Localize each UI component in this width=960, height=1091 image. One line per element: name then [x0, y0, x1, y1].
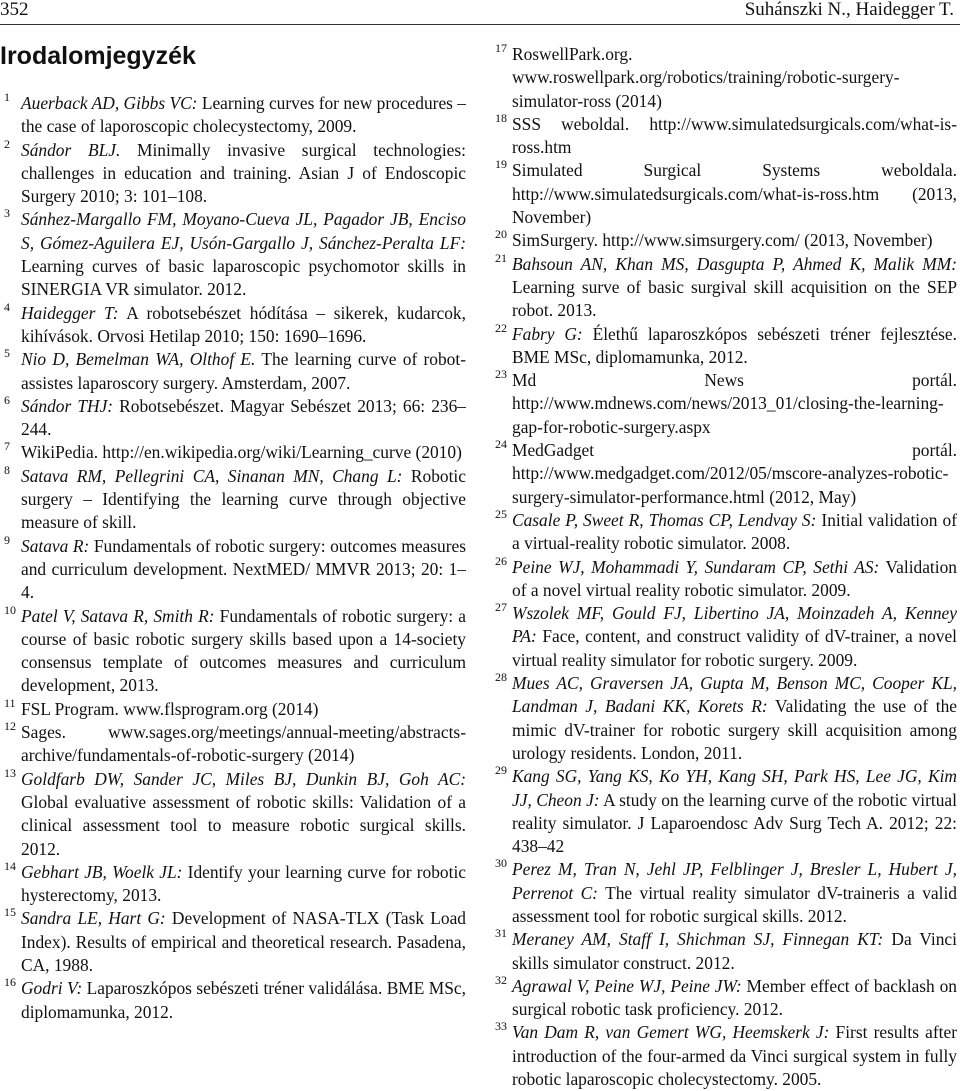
- reference-number: 15: [4, 905, 16, 920]
- reference-authors: Auerback AD, Gibbs VC:: [21, 93, 198, 113]
- running-header: [0, 0, 960, 25]
- reference-text: Fundamentals of robotic surgery: outcomes measures and curriculum development. NextMED/ MMVR 2013; 20: 1–4.: [21, 535, 466, 603]
- reference-item: [491, 320, 957, 370]
- reference-text: MedGadget portál. http://www.medgadget.com/2012/05/mscore-analyzes-robotic-surgery-simulator-performance.html (2012, May): [512, 440, 957, 507]
- reference-text: Learning curves for new procedures – the case of laporoscopic cholecystectomy, 2009.: [21, 93, 466, 137]
- reference-number: 30: [495, 856, 507, 871]
- reference-text: Development of NASA-TLX (Task Load Index). Results of empirical and theoretical research. Pasadena, CA, 1988.: [21, 908, 466, 975]
- reference-item: [0, 721, 466, 768]
- reference-text: Élethű laparoszkópos sebészeti tréner fejlesztése. BME MSc, diplomamunka, 2012.: [512, 323, 957, 367]
- reference-authors: Peine WJ, Mohammadi Y, Sundaram CP, Sethi AS:: [512, 556, 880, 577]
- reference-text: Fundamentals of robotic surgery: a course of basic robotic surgery skills based upon a 14-society consensus template of outcomes measures and curriculum development, 2013.: [21, 605, 466, 696]
- reference-text: A robotsebészet hódítása – sikerek, kudarcok, kihívások. Orvosi Hetilap 2010; 150: 1690–1696.: [21, 302, 466, 346]
- reference-item: [491, 229, 957, 252]
- reference-number: 19: [495, 157, 507, 172]
- reference-text: FSL Program. www.flsprogram.org (2014): [21, 698, 319, 719]
- reference-item: [0, 532, 466, 605]
- reference-authors: Meraney AM, Staff I, Shichman SJ, Finnegan KT:: [512, 929, 884, 950]
- reference-number: 5: [4, 346, 10, 361]
- reference-text: Md News portál. http://www.mdnews.com/news/2013_01/closing-the-learning-gap-for-robotic-surgery.aspx: [512, 370, 957, 437]
- reference-authors: Haidegger T:: [21, 302, 119, 323]
- reference-authors: Kang SG, Yang KS, Ko YH, Kang SH, Park HS, Lee JG, Kim JJ, Cheon J:: [512, 766, 957, 810]
- reference-item: [491, 765, 957, 858]
- reference-number: 28: [495, 670, 507, 685]
- reference-authors: Nio D, Bemelman WA, Olthof E.: [21, 349, 256, 370]
- reference-item: [0, 348, 466, 395]
- reference-number: 13: [4, 765, 16, 780]
- reference-number: 22: [495, 320, 507, 335]
- reference-item: [491, 110, 957, 160]
- reference-authors: Van Dam R, van Gemert WG, Heemskerk J:: [512, 1022, 830, 1043]
- reference-number: 33: [495, 1019, 507, 1034]
- reference-item: [491, 369, 957, 439]
- reference-authors: Godri V:: [21, 978, 83, 999]
- reference-number: 3: [4, 206, 10, 221]
- reference-item: [0, 602, 466, 698]
- reference-number: 8: [4, 462, 10, 477]
- reference-authors: Satava R:: [21, 535, 90, 556]
- reference-item: [0, 462, 466, 535]
- reference-item: [0, 441, 466, 464]
- reference-number: 2: [4, 136, 10, 151]
- reference-number: 26: [495, 553, 507, 568]
- reference-item: [0, 858, 466, 908]
- reference-number: 1: [4, 90, 10, 104]
- reference-item: [491, 250, 957, 323]
- reference-text: The learning curve of robot-assistes laparoscory surgery. Amsterdam, 2007.: [21, 349, 466, 393]
- reference-number: 29: [495, 763, 507, 778]
- reference-authors: Fabry G:: [512, 323, 583, 344]
- reference-authors: Patel V, Satava R, Smith R:: [21, 605, 215, 626]
- reference-number: 20: [495, 227, 507, 242]
- reference-number: 10: [4, 602, 16, 617]
- reference-number: 23: [495, 367, 507, 382]
- reference-number: 9: [4, 532, 10, 547]
- reference-item: [491, 858, 957, 928]
- reference-item: [0, 977, 466, 1024]
- reference-number: 25: [495, 506, 507, 521]
- reference-item: [491, 159, 957, 229]
- reference-text: Simulated Surgical Systems weboldala. http://www.simulatedsurgicals.com/what-is-ross.htm (2013, November): [512, 160, 957, 228]
- reference-text: Identify your learning curve for robotic hysterectomy, 2013.: [21, 861, 466, 906]
- running-title: Suhánszki N., Haidegger T.: [744, 0, 954, 20]
- reference-text: Validating the use of the mimic dV-trainer for robotic surgery skill acquisition among urology residents. London, 2011.: [512, 696, 957, 763]
- reference-item: [491, 672, 957, 765]
- reference-text: Learning curves of basic laparoscopic psychomotor skills in SINERGIA VR simulator. 2012.: [21, 256, 466, 300]
- reference-text: SimSurgery. http://www.simsurgery.com/ (2013, November): [512, 230, 933, 251]
- reference-authors: Perez M, Tran N, Jehl JP, Felblinger J, Bresler L, Hubert J, Perrenot C:: [512, 859, 957, 903]
- reference-text: A study on the learning curve of the robotic virtual reality simulator. J Laparoendosc Adv Surg Tech A. 2012; 22: 438–42: [512, 789, 957, 857]
- reference-item: [491, 43, 957, 113]
- reference-authors: Sánhez-Margallo FM, Moyano-Cueva JL, Pagador JB, Enciso S, Gómez-Aguilera EJ, Usón-Gargallo J, Sánchez-Peralta LF:: [21, 209, 466, 253]
- reference-item: [0, 392, 466, 442]
- reference-text: Initial validation of a virtual-reality robotic simulator. 2008.: [512, 509, 957, 554]
- reference-text: Face, content, and construct validity of dV-trainer, a novel virtual reality simulator for robotic surgery. 2009.: [512, 626, 957, 670]
- reference-item: [0, 136, 466, 209]
- reference-number: 14: [4, 858, 16, 873]
- reference-text: Da Vinci skills simulator construct. 2012.: [512, 929, 957, 973]
- reference-number: 6: [4, 392, 10, 407]
- reference-item: [0, 92, 466, 139]
- reference-number: 18: [495, 110, 507, 125]
- reference-text: Minimally invasive surgical technologies: challenges in education and training. Asian J of Endoscopic Surgery 2010; 3: 101–108.: [21, 139, 466, 207]
- reference-number: 24: [495, 437, 507, 452]
- reference-item: [491, 553, 957, 603]
- reference-number: 16: [4, 975, 16, 990]
- reference-authors: Bahsoun AN, Khan MS, Dasgupta P, Ahmed K, Malik MM:: [512, 253, 957, 274]
- reference-authors: Mues AC, Graversen JA, Gupta M, Benson MC, Cooper KL, Landman J, Badani KK, Korets R:: [512, 673, 957, 717]
- reference-authors: Sandra LE, Hart G:: [21, 908, 166, 929]
- reference-text: Laparoszkópos sebészeti tréner validálása. BME MSc, diplomamunka, 2012.: [21, 978, 466, 1022]
- reference-number: 17: [495, 41, 507, 55]
- reference-text: Member effect of backlash on surgical robotic task proficiency. 2012.: [512, 975, 957, 1020]
- reference-item: [491, 1021, 957, 1091]
- reference-item: [0, 299, 466, 349]
- reference-authors: Wszolek MF, Gould FJ, Libertino JA, Moinzadeh A, Kenney PA:: [512, 603, 957, 647]
- reference-authors: Gebhart JB, Woelk JL:: [21, 861, 183, 882]
- reference-text: SSS weboldal. http://www.simulatedsurgicals.com/what-is-ross.htm: [512, 113, 957, 158]
- reference-item: [0, 695, 466, 721]
- references-column-right: [491, 43, 957, 1091]
- reference-text: Global evaluative assessment of robotic skills: Validation of a clinical assessment tool to measure robotic surgical skills. 2012.: [21, 791, 466, 859]
- reference-number: 21: [495, 250, 507, 265]
- reference-item: [491, 602, 957, 672]
- reference-text: First results after introduction of the four-armed da Vinci surgical system in fully robotic laparoscopic cholecystectomy. 2005.: [512, 1022, 957, 1090]
- reference-item: [491, 439, 957, 509]
- reference-item: [491, 506, 957, 556]
- reference-number: 12: [4, 719, 16, 734]
- reference-text: RoswellPark.org. www.roswellpark.org/robotics/training/robotic-surgery-simulator-ross (2014): [512, 44, 900, 111]
- reference-text: The virtual reality simulator dV-traineris a valid assessment tool for robotic surgical skills. 2012.: [512, 882, 957, 926]
- reference-number: 27: [495, 600, 507, 615]
- reference-number: 32: [495, 972, 507, 987]
- reference-item: [491, 972, 957, 1022]
- reference-authors: Casale P, Sweet R, Thomas CP, Lendvay S:: [512, 509, 817, 530]
- reference-authors: Sándor BLJ.: [21, 139, 121, 160]
- reference-authors: Goldfarb DW, Sander JC, Miles BJ, Dunkin BJ, Goh AC:: [21, 768, 466, 789]
- references-column-left: [0, 92, 466, 1024]
- reference-authors: Sándor THJ:: [21, 395, 114, 416]
- reference-text: WikiPedia. http://en.wikipedia.org/wiki/Learning_curve (2010): [21, 442, 462, 463]
- reference-item: [0, 765, 466, 861]
- reference-number: 31: [495, 926, 507, 941]
- reference-item: [0, 907, 466, 977]
- reference-text: Robotsebészet. Magyar Sebészet 2013; 66: 236–244.: [21, 395, 466, 440]
- reference-text: Learning surve of basic surgival skill acquisition on the SEP robot. 2013.: [512, 276, 957, 321]
- reference-text: Validation of a novel virtual reality robotic simulator. 2009.: [512, 556, 957, 600]
- reference-number: 7: [4, 439, 10, 454]
- section-title: Irodalomjegyzék: [0, 42, 196, 70]
- reference-number: 11: [4, 695, 16, 710]
- reference-number: 4: [4, 299, 10, 314]
- reference-text: Robotic surgery – Identifying the learning curve through objective measure of skill.: [21, 465, 466, 533]
- reference-item: [0, 208, 466, 301]
- reference-text: Sages. www.sages.org/meetings/annual-meeting/abstracts-archive/fundamentals-of-robotic-surgery (2014): [21, 722, 466, 766]
- reference-item: [491, 928, 957, 975]
- reference-authors: Satava RM, Pellegrini CA, Sinanan MN, Chang L:: [21, 465, 403, 486]
- page-number: 352: [0, 0, 29, 20]
- reference-authors: Agrawal V, Peine WJ, Peine JW:: [512, 975, 742, 996]
